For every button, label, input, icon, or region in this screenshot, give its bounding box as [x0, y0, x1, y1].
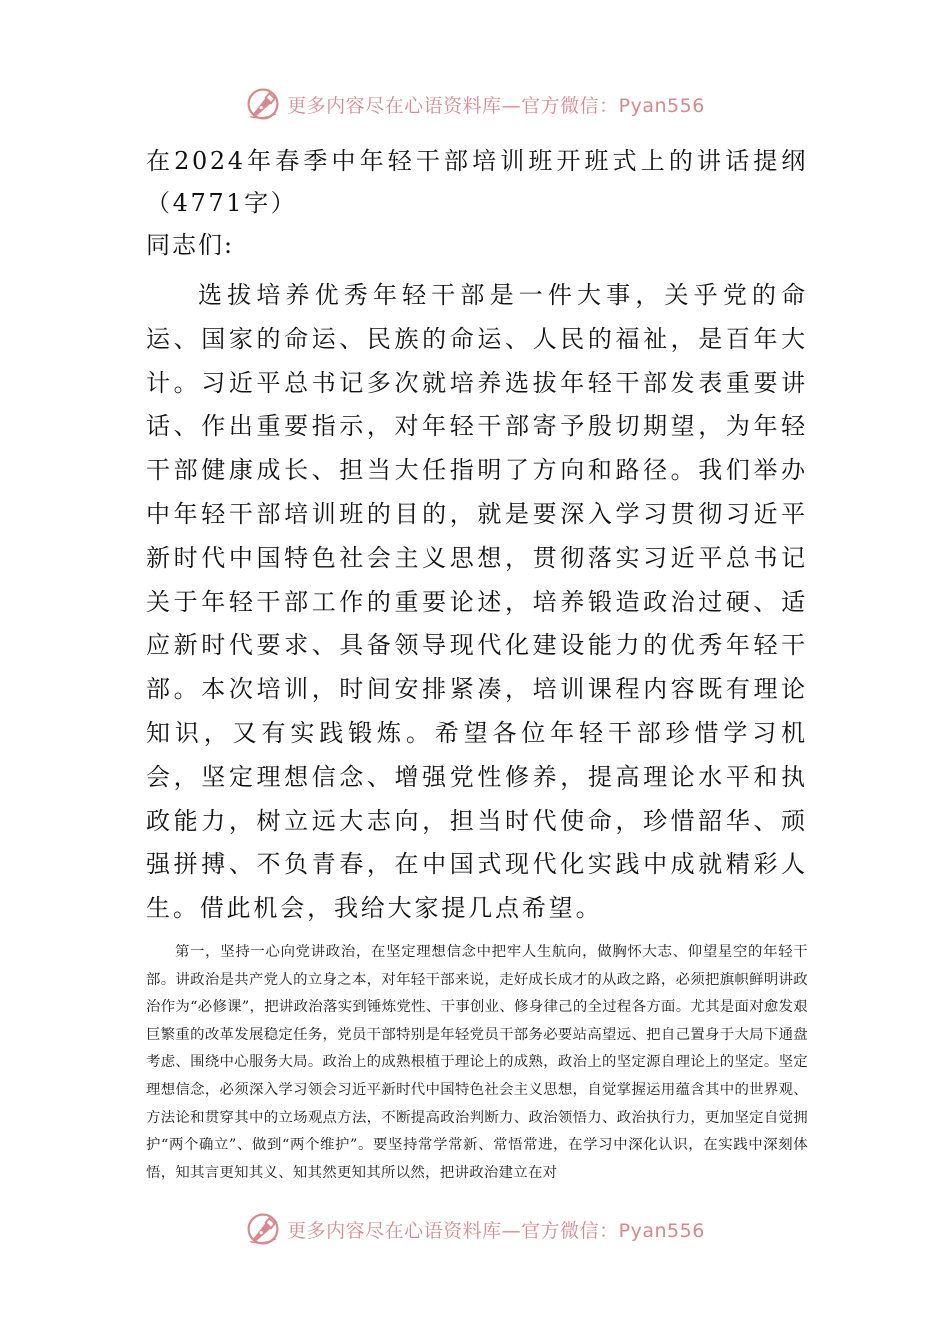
header-banner-text: 更多内容尽在心语资料库—官方微信：Pyan556	[287, 94, 705, 117]
document-body	[146, 140, 808, 1187]
pen-nib-logo-icon	[245, 86, 281, 122]
document-title: 在2024年春季中年轻干部培训班开班式上的讲话提纲（4771字）	[146, 147, 808, 217]
salutation: 同志们:	[146, 231, 235, 259]
section-one-paragraph: 第一，坚持一心向党讲政治，在坚定理想信念中把牢人生航向，做胸怀大志、仰望星空的年轻干部。讲政治是共产党人的立身之本，对年轻干部来说，走好成长成才的从政之路，必须把旗帜鲜明讲政治作为“必修课”，把讲政治落实到锤炼党性、干事创业、修身律己的全过程各方面。尤其是面对愈发艰巨繁重的改革发展稳定任务，党员干部特别是年轻党员干部务必要站高望远、把自己置身于大局下通盘考虑、围绕中心服务大局。政治上的成熟根植于理论上的成熟，政治上的坚定源自理论上的坚定。坚定理想信念，必须深入学习领会习近平新时代中国特色社会主义思想，自觉掌握运用蕴含其中的世界观、方法论和贯穿其中的立场观点方法，不断提高政治判断力、政治领悟力、政治执行力，更加坚定自觉拥护“两个确立”、做到“两个维护”。要坚持常学常新、常悟常进，在学习中深化认识，在实践中深刻体悟，知其言更知其义、知其然更知其所以然，把讲政治建立在对	[146, 943, 808, 1181]
footer-banner-text: 更多内容尽在心语资料库—官方微信：Pyan556	[287, 1219, 705, 1242]
header-banner	[0, 84, 950, 124]
pen-nib-logo-icon	[245, 1211, 281, 1247]
header-banner-content	[245, 86, 705, 122]
footer-banner-content	[245, 1211, 705, 1247]
footer-banner	[0, 1209, 950, 1249]
intro-paragraph: 选拔培养优秀年轻干部是一件大事，关乎党的命运、国家的命运、民族的命运、人民的福祉，是百年大计。习近平总书记多次就培养选拔年轻干部发表重要讲话、作出重要指示，对年轻干部寄予殷切期望，为年轻干部健康成长、担当大任指明了方向和路径。我们举办中年轻干部培训班的目的，就是要深入学习贯彻习近平新时代中国特色社会主义思想，贯彻落实习近平总书记关于年轻干部工作的重要论述，培养锻造政治过硬、适应新时代要求、具备领导现代化建设能力的优秀年轻干部。本次培训，时间安排紧凑，培训课程内容既有理论知识，又有实践锻炼。希望各位年轻干部珍惜学习机会，坚定理想信念、增强党性修养，提高理论水平和执政能力，树立远大志向，担当时代使命，珍惜韶华、顽强拼搏、不负青春，在中国式现代化实践中成就精彩人生。借此机会，我给大家提几点希望。	[146, 281, 808, 923]
